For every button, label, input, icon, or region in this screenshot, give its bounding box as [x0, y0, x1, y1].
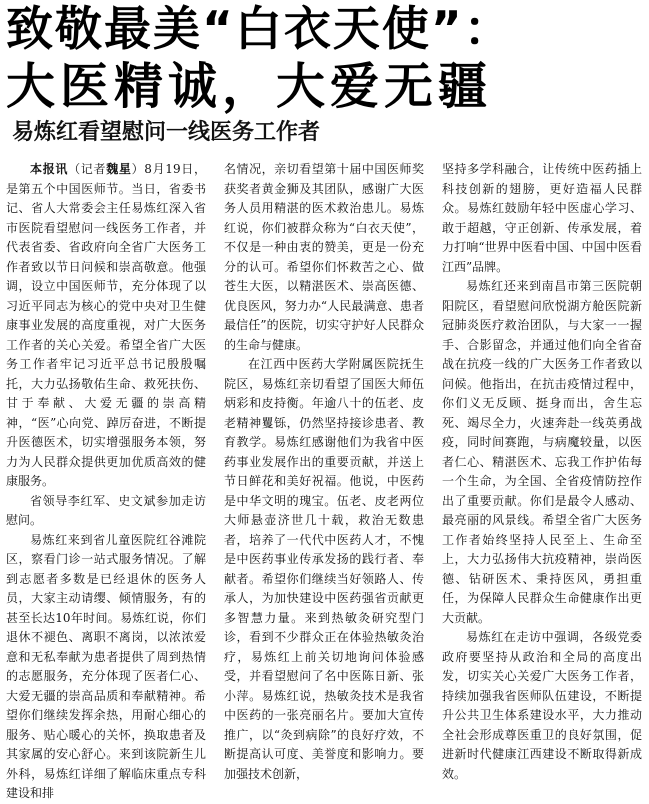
- article-paragraph: 名情况，亲切看望第十届中国医师奖获奖者黄金狮及其团队，感谢广大医务人员用精湛的医术救治患儿。易炼红说，你们被群众称为“白衣天使”，不仅是一种由衷的赞美，更是一份充分的认可。希望你们怀救苦之心、做苍生大医，以精湛医术、崇高医德、优良医风，努力办“人民最满意、患者最信任”的医院，切实守护好人民群众的生命与健康。: [224, 162, 424, 352]
- article-body: [6, 160, 642, 800]
- reporter-name: 魏星: [106, 162, 132, 176]
- article-paragraph: 在江西中医药大学附属医院抚生院区，易炼红亲切看望了国医大师伍炳彩和皮持衡。年逾八十的伍老、皮老精神矍铄，仍然坚持接诊患者、教育教学。易炼红感谢他们为我省中医药事业发展作出的重要贡献，并送上节日鲜花和美好祝福。他说，中医药是中华文明的瑰宝。伍老、皮老两位大师悬壶济世几十载，救治无数患者，培养了一代代中医药人才，不愧是中医药事业传承发扬的践行者、奉献者。希望你们继续当好领路人、传承人，为加快建设中医药强省贡献更多智慧力量。来到热敏灸研究型门诊，看到不少群众正在体验热敏灸治疗，易炼红上前关切地询问体验感受，并看望慰问了名中医陈日新、张小萍。易炼红说，热敏灸技术是我省中医药的一张亮丽名片。要加大宣传推广，以“灸到病除”的良好疗效，不断提高认可度、美誉度和影响力。要加强技术创新，: [224, 357, 424, 781]
- article-paragraph: 坚持多学科融合，让传统中医药插上科技创新的翅膀，更好造福人民群众。易炼红鼓励年轻中医虚心学习、敢于超越，守正创新、传承发展，着力打响“世界中医看中国、中国中医看江西”品牌。: [442, 162, 642, 274]
- article-paragraph: [6, 160, 206, 492]
- subtitle: 易炼红看望慰问一线医务工作者: [12, 119, 321, 145]
- article-paragraph: 省领导李红军、史文斌参加走访慰问。: [6, 493, 206, 527]
- byline-open: （记者: [68, 162, 107, 176]
- headline-line-2: 大医精诚，大爱无疆: [6, 58, 493, 115]
- article-paragraph: 易炼红还来到南昌市第三医院朝阳院区，看望慰问欣悦湖方舱医院新冠肺炎医疗救治团队，与大家一一握手、合影留念，并通过他们向全省奋战在抗疫一线的广大医务工作者致以问候。他指出，在抗击疫情过程中，你们义无反顾、挺身而出，舍生忘死、竭尽全力，火速奔赴一线英勇战疫，同时间赛跑，与病魔较量，以医者仁心、精湛医术、忘我工作护佑每一个生命，为全国、全省疫情防控作出了重要贡献。你们是最令人感动、最亮丽的风景线。希望全省广大医务工作者始终坚持人民至上、生命至上，大力弘扬伟大抗疫精神，崇尚医德、钻研医术、秉持医风，勇担重任，为保障人民群众生命健康作出更大贡献。: [442, 279, 642, 625]
- headline: [6, 2, 645, 116]
- byline-tag: 本报讯: [30, 162, 69, 176]
- headline-line-1: 致敬最美“白衣天使”：: [6, 2, 513, 57]
- paragraph-text: 8月19日，是第五个中国医师节。当日，省委书记、省人大常委会主任易炼红深入省市医院看望慰问一线医务工作者，并代表省委、省政府向全省广大医务工作者致以节日问候和崇高敬意。他强调，设立中国医师节，充分体现了以习近平同志为核心的党中央对卫生健康事业发展的高度重视，对广大医务工作者的关心关爱。希望全省广大医务工作者牢记习近平总书记殷殷嘱托，大力弘扬敬佑生命、救死扶伤、甘于奉献、大爱无疆的崇高精神，“医”心向党、踔厉奋进，不断提升医德医术，切实增强服务本领，努力为人民群众提供更加优质高效的健康服务。: [6, 162, 206, 488]
- article-column-3: [442, 160, 642, 804]
- article-column-2: [224, 160, 424, 804]
- byline-close: ）: [131, 162, 145, 176]
- article-column-1: [6, 160, 206, 804]
- article-paragraph: 易炼红在走访中强调，各级党委政府要坚持从政治和全局的高度出发，切实关心关爱广大医务工作者，持续加强我省医师队伍建设，不断提升公共卫生体系建设水平，大力推动全社会形成尊医重卫的良好氛围，促进新时代健康江西建设不断取得新成效。: [442, 630, 642, 781]
- article-paragraph: 易炼红来到省儿童医院红谷滩院区，察看门诊一站式服务情况。了解到志愿者多数是已经退休的医务人员，大家主动请缨、倾情服务，有的甚至长达10年时间。易炼红说，你们退休不褪色、离职不离岗，以浓浓爱意和无私奉献为患者提供了周到热情的志愿服务，充分体现了医者仁心、大爱无疆的崇高品质和奉献精神。希望你们继续发挥余热，用耐心细心的服务、贴心暖心的关怀，换取患者及其家属的安心舒心。来到该院新生儿外科，易炼红详细了解临床重点专科建设和排: [6, 532, 206, 800]
